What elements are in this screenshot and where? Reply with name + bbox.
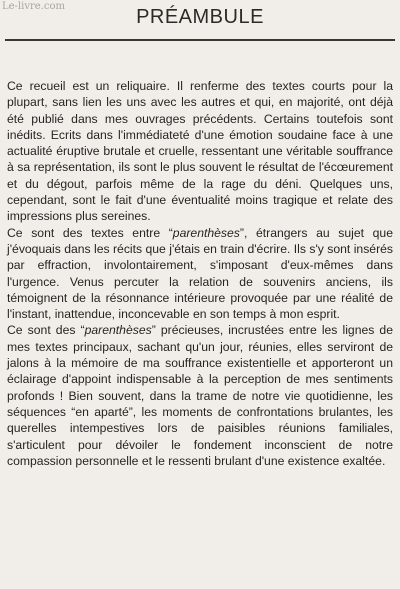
page-title: PRÉAMBULE [136, 6, 264, 28]
paragraph-3-text-a: Ce sont des “ [7, 323, 85, 338]
paragraph-1-text: Ce recueil est un reliquaire. Il renferme des textes courts pour la plupart, sans lien les uns avec les autres et qui, en majorité, ont déjà été publié dans mes ouvrages précédents. Certains toutefois sont inédits. Ecrits dans l'immédiateté d'une émotion soudaine face à une actualité éruptive brutale et cruelle, ressentant une véritable souffrance à sa représentation, ils sont le plus souvent le résultat de l'écœurement et du dégout, parfois même de la rage du déni. Quelques uns, cependant, sont le fait d'une éventualité moins tragique et relate des impressions plus sereines. [7, 79, 393, 224]
paragraph-2-italic: parenthèses [172, 225, 240, 240]
watermark: Le-livre.com [2, 1, 65, 12]
paragraph-1 [7, 78, 393, 225]
paragraph-3-text-b: ” précieuses, incrustées entre les lignes de mes textes principaux, sachant qu'un jour, réunies, elles serviront de jalons à la mémoire de ma souffrance existentielle et apporteront un éclairage d'appoint indispensable à la perception de mes sentiments profonds ! Bien souvent, dans la trame de notre vie quotidienne, les séquences “en aparté”, les moments de confrontations brulantes, les querelles intempestives lors de paisibles réunions familiales, s'articulent pour dévoiler le fondement inconscient de notre compassion personnelle et le ressenti brulant d'une existence exaltée. [7, 323, 393, 468]
paragraph-2 [7, 225, 393, 323]
paragraph-3-italic: parenthèses [84, 323, 152, 338]
paragraph-3 [7, 322, 393, 469]
paragraph-2-text-a: Ce sont des textes entre “ [7, 225, 173, 240]
paragraph-2-text-b: ”, étrangers au sujet que j'évoquais dans les récits que j'étais en train d'écrire. Ils s'y sont insérés par effraction, involontairement, s'imposant d'eux-mêmes dans l'urgence. Venus percuter la relation de souvenirs anciens, ils témoignent de la résonnance intérieure provoquée par une réalité de l'instant, inattendue, inconcevable en son temps à mon esprit. [7, 225, 393, 322]
title-underline [5, 39, 395, 41]
body-text [7, 78, 393, 469]
